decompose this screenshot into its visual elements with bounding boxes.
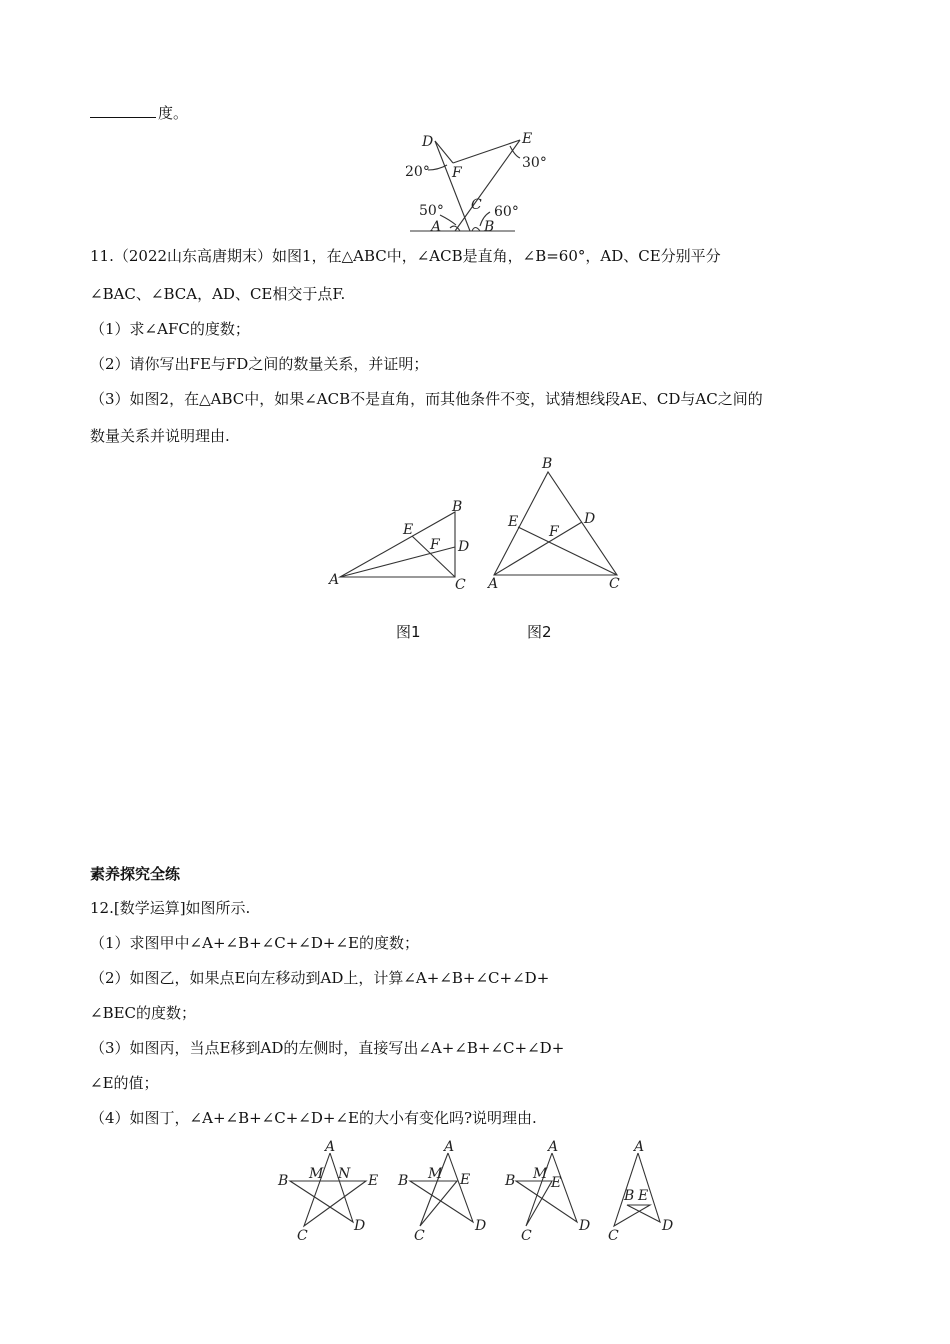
fig2-segment-CE <box>518 527 617 575</box>
q12-line-2: （1）求图甲中∠A+∠B+∠C+∠D+∠E的度数； <box>90 934 419 952</box>
fig2-segment-AD <box>494 522 582 575</box>
fig1-label-E: E <box>403 522 414 538</box>
fig2-label-C: C <box>609 576 620 592</box>
fig12a-label-A: A <box>325 1139 336 1155</box>
q10-arc-60 <box>480 212 490 226</box>
fig12a-label-B: B <box>278 1173 289 1189</box>
q12-line-5: （3）如图丙，当点E移到AD的左侧时，直接写出∠A+∠B+∠C+∠D+ <box>90 1039 565 1057</box>
fig12c-label-M: M <box>533 1166 548 1182</box>
q10-angle-20: 20° <box>405 164 430 180</box>
fig12b-label-B: B <box>398 1173 409 1189</box>
fig12b-label-C: C <box>414 1228 425 1244</box>
q10-arc-B <box>472 228 480 232</box>
fig12a-label-C: C <box>297 1228 308 1244</box>
q10-label-D: D <box>422 134 434 150</box>
fig12-d <box>608 1139 673 1244</box>
fig2-triangle <box>494 472 617 575</box>
fig12d-label-D: D <box>662 1218 674 1234</box>
q10-arc-50 <box>440 215 456 225</box>
fig12c-label-E: E <box>551 1175 562 1191</box>
fig12d-label-E: E <box>638 1188 649 1204</box>
fig12a-label-M: M <box>309 1166 324 1182</box>
q12-line-3: （2）如图乙，如果点E向左移动到AD上，计算∠A+∠B+∠C+∠D+ <box>90 969 550 987</box>
q10-arc-A <box>450 226 460 231</box>
q10-label-C: C <box>471 197 482 213</box>
fig12b-lines <box>410 1153 473 1226</box>
q11-line-6: 数量关系并说明理由. <box>90 427 230 445</box>
q10-segment-FE <box>453 140 520 163</box>
fig12d-label-C: C <box>608 1228 619 1244</box>
fig12d-label-B: B <box>624 1188 635 1204</box>
q12-line-7: （4）如图丁，∠A+∠B+∠C+∠D+∠E的大小有变化吗?说明理由. <box>90 1109 537 1127</box>
fig2-label-A: A <box>488 576 499 592</box>
fig1-label-A: A <box>329 572 340 588</box>
fig12c-label-B: B <box>505 1173 516 1189</box>
fig12c-label-D: D <box>579 1218 591 1234</box>
q10-segment-AD <box>435 141 470 231</box>
q10-label-E: E <box>522 131 533 147</box>
figure-1-caption: 图1 <box>396 623 421 641</box>
fig1-label-C: C <box>455 577 466 593</box>
q12-line-6: ∠E的值； <box>90 1074 159 1092</box>
fig1-label-B: B <box>452 499 463 515</box>
fig12a-star <box>290 1153 366 1226</box>
q11-line-4: （2）请你写出FE与FD之间的数量关系，并证明； <box>90 355 429 373</box>
fig12-b <box>397 1139 486 1244</box>
fig12b-label-A: A <box>444 1139 455 1155</box>
answer-blank[interactable] <box>90 103 156 118</box>
figure-2-caption: 图2 <box>527 623 552 641</box>
q12-line-1: 12.[数学运算]如图所示. <box>90 899 251 917</box>
q10-angle-30: 30° <box>522 155 547 171</box>
q10-segment-DF <box>435 141 453 163</box>
fig12a-label-N: N <box>338 1166 351 1182</box>
fig2-label-F: F <box>549 524 559 540</box>
fig1-segment-AD <box>340 547 455 577</box>
fig2-label-D: D <box>584 511 596 527</box>
fig1-segment-CE <box>412 536 455 577</box>
q10-arc-20 <box>428 165 447 170</box>
fig12-c <box>504 1139 590 1244</box>
q12-line-4: ∠BEC的度数； <box>90 1004 197 1022</box>
fig12a-label-E: E <box>368 1173 379 1189</box>
q10-label-F: F <box>452 165 462 181</box>
fig12b-label-D: D <box>475 1218 487 1234</box>
q10-segment-BE <box>455 140 520 231</box>
fig12b-label-E: E <box>460 1172 471 1188</box>
q10-arc-30 <box>510 146 520 158</box>
fig12d-label-A: A <box>634 1139 645 1155</box>
q10-angle-50: 50° <box>419 203 444 219</box>
q11-line-2: ∠BAC、∠BCA，AD、CE相交于点F. <box>90 285 346 303</box>
fig12c-label-C: C <box>521 1228 532 1244</box>
q10-label-A: A <box>431 219 442 235</box>
fig12c-lines <box>516 1153 577 1226</box>
fig2-label-B: B <box>542 456 553 472</box>
fig1-label-D: D <box>458 539 470 555</box>
q10-answer-line <box>90 103 188 123</box>
q10-tail-text: 度。 <box>158 104 189 122</box>
fig12d-lines <box>614 1153 660 1226</box>
fig12c-label-A: A <box>548 1139 559 1155</box>
fig2-label-E: E <box>508 514 519 530</box>
section-title: 素养探究全练 <box>90 865 181 883</box>
q11-line-1: 11.（2022山东高唐期末）如图1，在△ABC中，∠ACB是直角，∠B=60°，AD、CE分别平分 <box>90 247 721 265</box>
fig12a-label-D: D <box>354 1218 366 1234</box>
fig1-label-F: F <box>430 537 440 553</box>
q11-line-3: （1）求∠AFC的度数； <box>90 320 250 338</box>
fig1-triangle <box>340 512 455 577</box>
q11-line-5: （3）如图2，在△ABC中，如果∠ACB不是直角，而其他条件不变，试猜想线段AE、CD与AC之间的 <box>90 390 763 408</box>
q10-label-B: B <box>484 219 495 235</box>
fig12-a <box>277 1139 378 1244</box>
fig12b-label-M: M <box>428 1166 443 1182</box>
q10-angle-60: 60° <box>494 204 519 220</box>
